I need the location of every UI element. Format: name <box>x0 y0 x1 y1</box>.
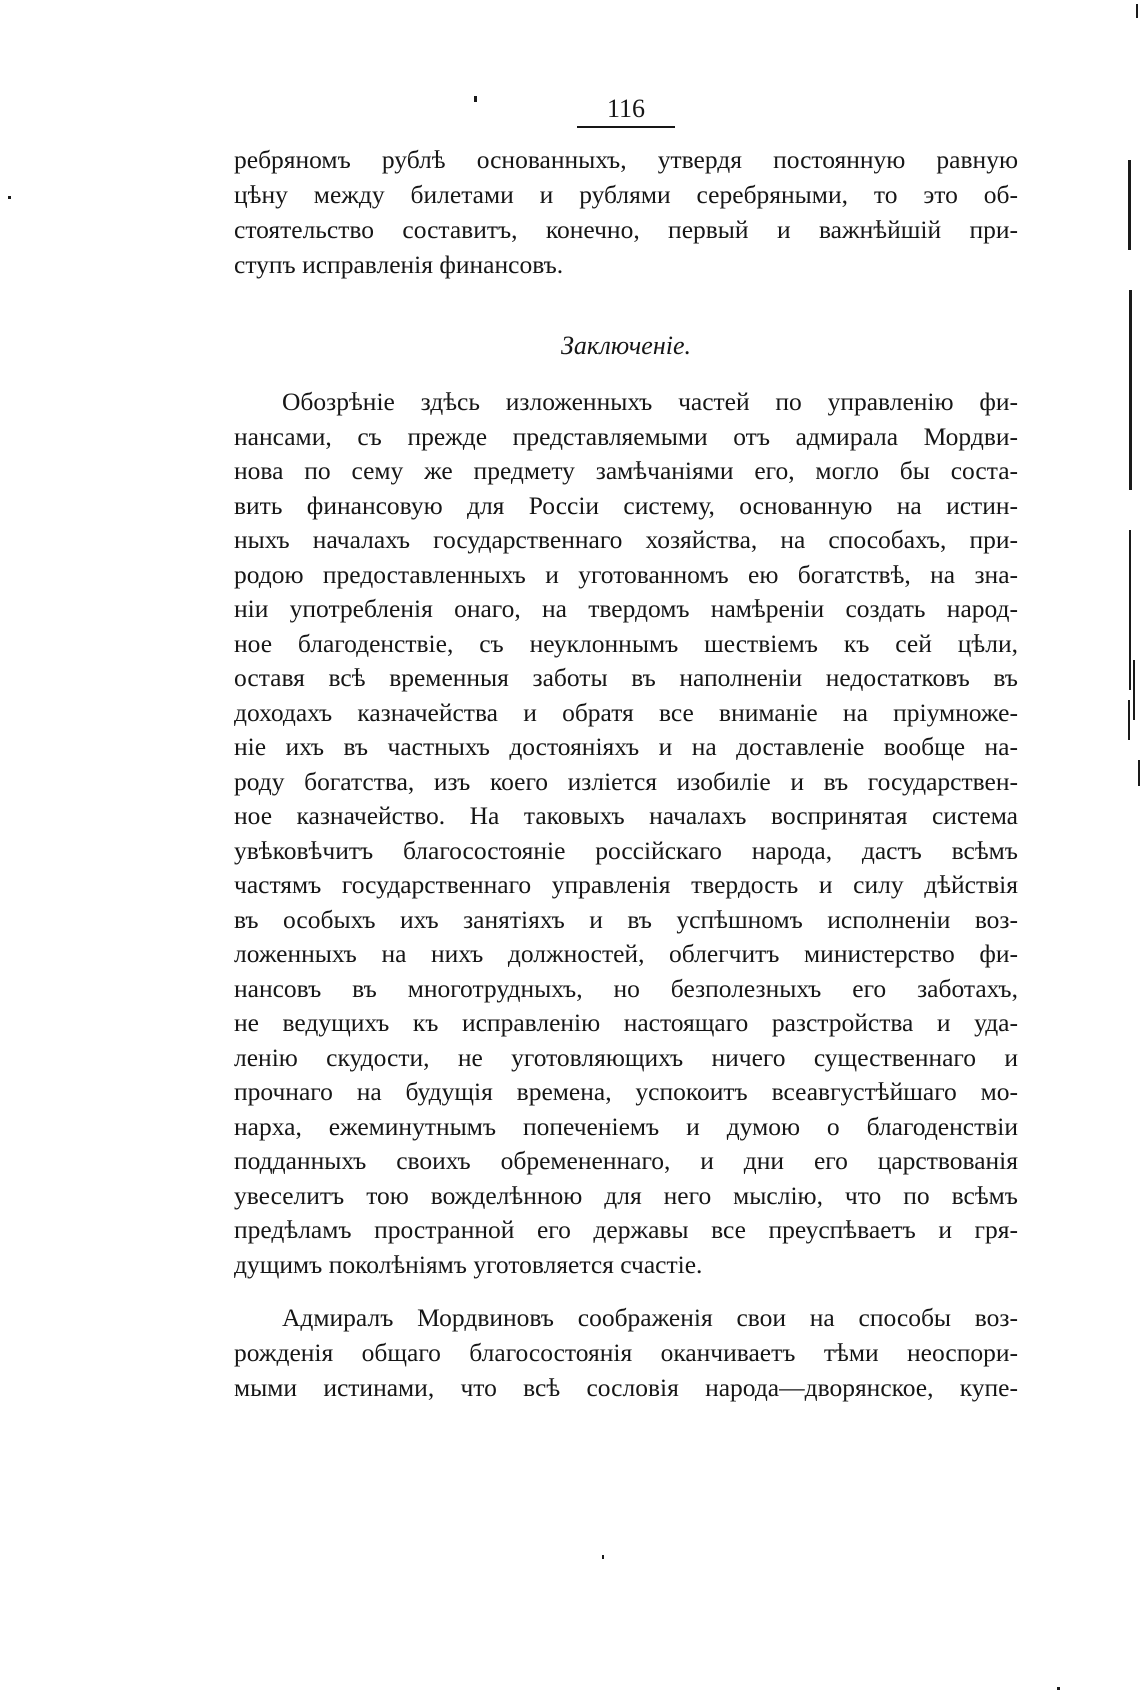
text-line: вить финансовую для Россіи систему, основанную на истин- <box>234 490 1018 520</box>
text-line: цѣну между билетами и рублями серебряными, то это об- <box>234 180 1018 209</box>
text-line: ступъ исправленія финансовъ. <box>234 250 564 279</box>
text-line: ное благоденствіе, съ неуклоннымъ шествіемъ къ сей цѣли, <box>234 628 1018 658</box>
text-line: ніе ихъ въ частныхъ достояніяхъ и на доставленіе вообще на- <box>234 732 1018 761</box>
text-line: Обозрѣніе здѣсь изложенныхъ частей по управленію фи- <box>282 387 1018 416</box>
section-title: Заключеніе. <box>561 331 691 360</box>
text-line: ныхъ началахъ государственнаго хозяйства, на способахъ, при- <box>234 525 1018 554</box>
text-line: въ особыхъ ихъ занятіяхъ и въ успѣшномъ исполненіи воз- <box>234 904 1018 934</box>
text-line: нарха, ежеминутнымъ попеченіемъ и думою о благоденствіи <box>234 1111 1018 1141</box>
text-line: оставя всѣ временныя заботы въ наполненіи недостатковъ въ <box>234 663 1018 692</box>
text-line: ніи употребленія онаго, на твердомъ намѣреніи создать народ- <box>234 594 1018 623</box>
text-line: нова по сему же предмету замѣчаніями его, могло бы соста- <box>234 456 1018 485</box>
text-line: нансами, съ прежде представляемыми отъ адмирала Мордви- <box>234 421 1018 451</box>
text-line: роду богатства, изъ коего изліется изобиліе и въ государствен- <box>234 766 1018 796</box>
text-line: ленію скудости, не уготовляющихъ ничего существеннаго и <box>234 1042 1018 1072</box>
text-line: подданныхъ своихъ обремененнаго, и дни его царствованія <box>234 1146 1018 1175</box>
text-line: стоятельство составитъ, конечно, первый и важнѣйшій при- <box>234 215 1018 244</box>
text-line: не ведущихъ къ исправленію настоящаго разстройства и уда- <box>234 1008 1018 1037</box>
text-line: доходахъ казначейства и обратя все вниманіе на пріумноже- <box>234 697 1018 727</box>
text-line: нансовъ въ многотрудныхъ, но безполезныхъ его заботахъ, <box>234 973 1018 1003</box>
text-line: рожденія общаго благосостоянія оканчиваетъ тѣми неоспори- <box>234 1338 1018 1367</box>
text-line: родою предоставленныхъ и уготованномъ ею богатствѣ, на зна- <box>234 559 1018 589</box>
page-number-rule <box>577 126 675 128</box>
page-number: 116 <box>606 94 646 123</box>
text-line: предѣламъ пространной его державы все преуспѣваетъ и гря- <box>234 1215 1018 1244</box>
text-line: увѣковѣчитъ благосостояніе россійскаго народа, дастъ всѣмъ <box>234 835 1018 865</box>
text-line: увеселитъ тою вожделѣнною для него мыслію, что по всѣмъ <box>234 1180 1018 1210</box>
text-line: ложенныхъ на нихъ должностей, облегчитъ министерство фи- <box>234 939 1018 968</box>
text-line: частямъ государственнаго управленія твердость и силу дѣйствія <box>234 870 1018 899</box>
text-line: мыми истинами, что всѣ сословія народа—дворянское, купе- <box>234 1373 1018 1402</box>
text-line: дущимъ поколѣніямъ уготовляется счастіе. <box>234 1249 703 1279</box>
text-line: ное казначейство. На таковыхъ началахъ воспринятая система <box>234 801 1018 830</box>
text-line: Адмиралъ Мордвиновъ соображенія свои на способы воз- <box>282 1303 1018 1332</box>
text-line: ребряномъ рублѣ основанныхъ, утвердя постоянную равную <box>234 145 1018 174</box>
text-line: прочнаго на будущія времена, успокоитъ всеавгустѣйшаго мо- <box>234 1077 1018 1106</box>
